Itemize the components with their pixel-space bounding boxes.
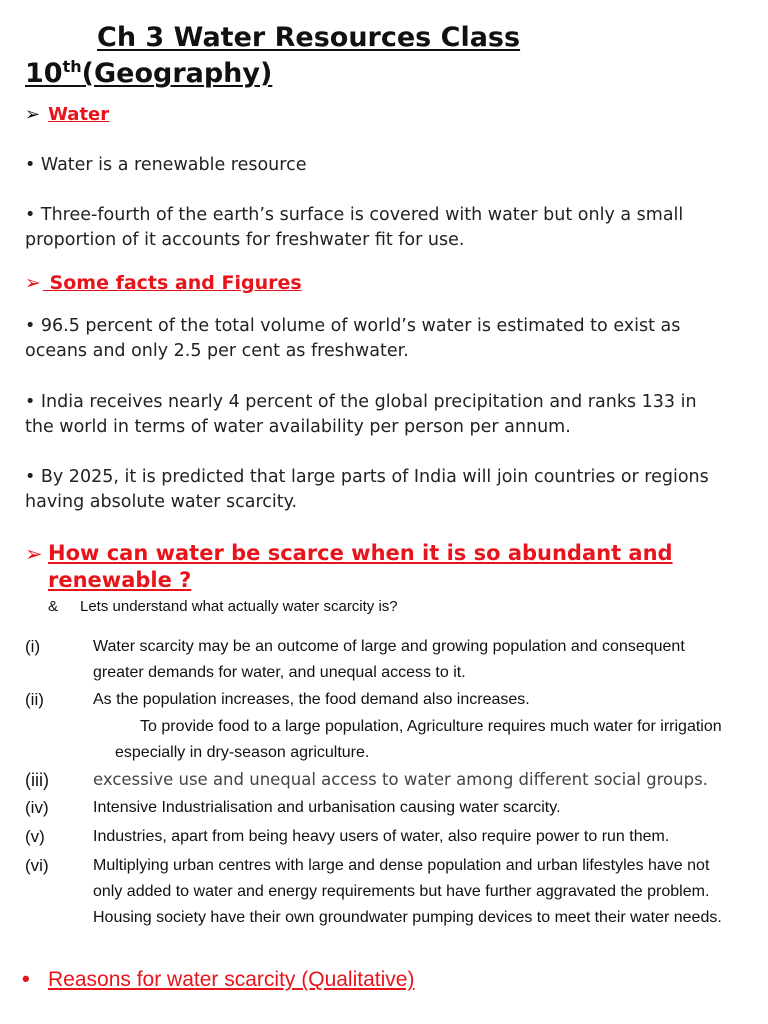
- paragraph-ocean-line1: • 96.5 percent of the total volume of world’s water is estimated to exist as: [25, 316, 681, 336]
- list-item-line: greater demands for water, and unequal access to it.: [93, 664, 466, 681]
- page-title-line1: Ch 3 Water Resources Class: [97, 22, 521, 53]
- grade-number: 10: [25, 58, 63, 89]
- list-item-line: especially in dry-season agriculture.: [115, 744, 370, 761]
- paragraph-ocean-line2: oceans and only 2.5 per cent as freshwater.: [25, 341, 409, 361]
- list-number: (ii): [25, 690, 44, 709]
- intro-marker: &: [48, 598, 59, 615]
- list-number: (iii): [25, 770, 49, 790]
- list-number: (i): [25, 637, 41, 656]
- heading-water: Water: [48, 104, 110, 125]
- list-number: (v): [25, 827, 45, 846]
- list-item-line: To provide food to a large population, Agriculture requires much water for irrigation: [140, 718, 722, 735]
- list-item-line: Multiplying urban centres with large and dense population and urban lifestyles have not: [93, 857, 710, 874]
- heading-facts: Some facts and Figures: [42, 272, 302, 294]
- page-title-line2: [25, 58, 272, 89]
- grade-suffix: th: [62, 57, 82, 76]
- arrow-bullet-icon: ➢: [25, 272, 41, 294]
- heading-scarce-line1: How can water be scarce when it is so abundant and: [48, 541, 673, 565]
- subject-name: (Geography): [81, 58, 273, 89]
- list-number: (iv): [25, 798, 49, 817]
- paragraph-three-fourth-line2: proportion of it accounts for freshwater fit for use.: [25, 230, 465, 250]
- arrow-bullet-icon: ➢: [25, 542, 43, 566]
- paragraph-2025-line2: having absolute water scarcity.: [25, 492, 298, 512]
- list-item-line: Intensive Industrialisation and urbanisation causing water scarcity.: [93, 799, 561, 816]
- list-item-line: excessive use and unequal access to water among different social groups.: [93, 770, 708, 789]
- section-facts-heading: [25, 272, 302, 295]
- section-water-heading: [25, 104, 109, 125]
- paragraph-india-line1: • India receives nearly 4 percent of the global precipitation and ranks 133 in: [25, 392, 697, 412]
- paragraph-renewable: • Water is a renewable resource: [25, 155, 307, 175]
- paragraph-2025-line1: • By 2025, it is predicted that large parts of India will join countries or regions: [25, 467, 709, 487]
- paragraph-india-line2: the world in terms of water availability per person per annum.: [25, 417, 571, 437]
- heading-reasons: Reasons for water scarcity (Qualitative): [48, 968, 415, 991]
- heading-scarce-line2: renewable ?: [48, 568, 192, 592]
- arrow-bullet-icon: ➢: [25, 104, 41, 125]
- list-item-line: As the population increases, the food demand also increases.: [93, 691, 530, 708]
- paragraph-three-fourth-line1: • Three-fourth of the earth’s surface is covered with water but only a small: [25, 205, 684, 225]
- list-item-line: Water scarcity may be an outcome of large and growing population and consequent: [93, 638, 685, 655]
- intro-text: Lets understand what actually water scarcity is?: [80, 598, 398, 615]
- list-number: (vi): [25, 856, 49, 875]
- list-item-line: Housing society have their own groundwater pumping devices to meet their water needs.: [93, 909, 722, 926]
- bullet-icon: •: [22, 966, 30, 991]
- list-item-line: Industries, apart from being heavy users of water, also require power to run them.: [93, 828, 670, 845]
- list-item-line: only added to water and energy requirements but have further aggravated the problem.: [93, 883, 710, 900]
